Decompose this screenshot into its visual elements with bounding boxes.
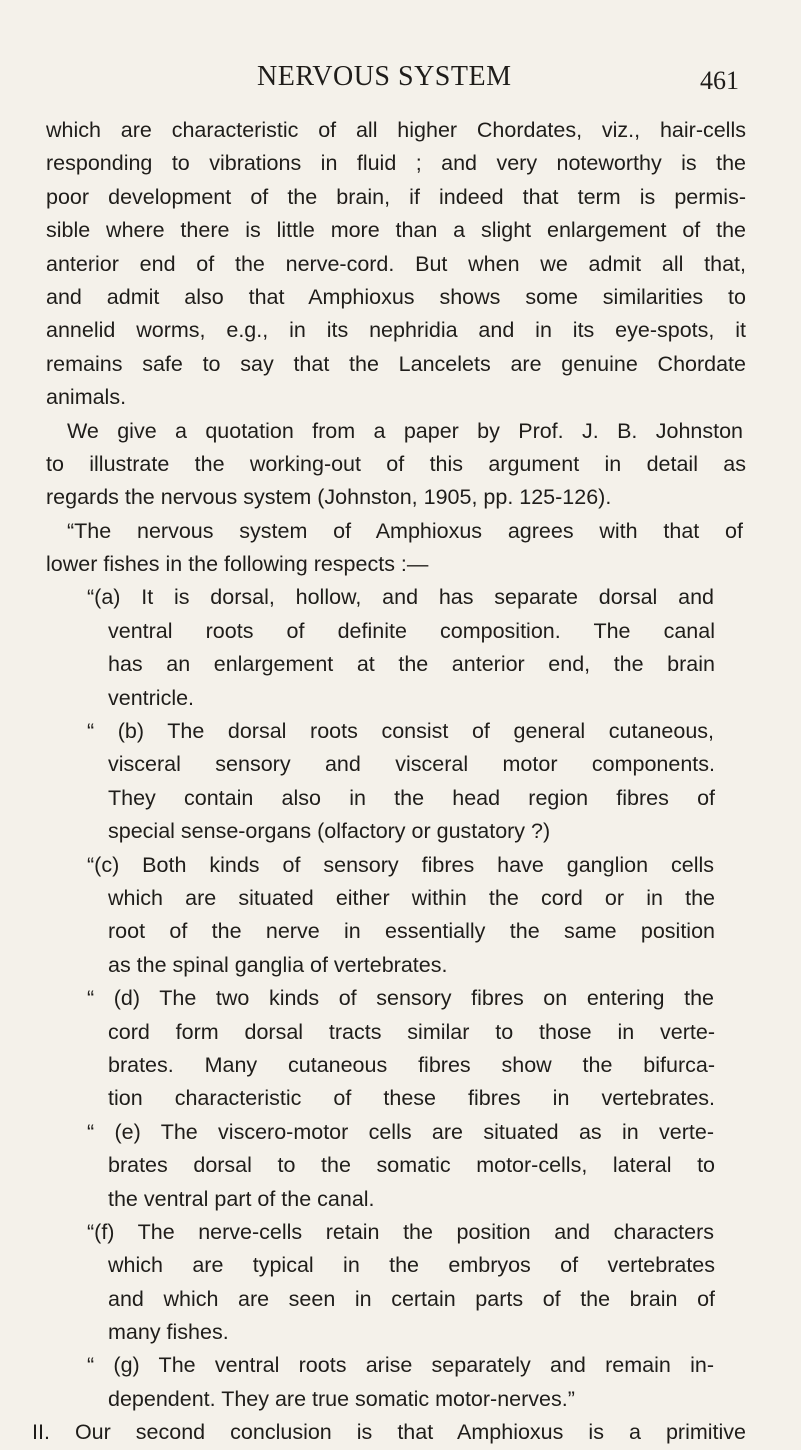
text-line: “ (b) The dorsal roots consist of general cutaneous, (87, 719, 714, 744)
text-line: poor development of the brain, if indeed that term is permis- (46, 184, 746, 209)
text-line: has an enlargement at the anterior end, the brain (108, 652, 715, 677)
text-line: anterior end of the nerve-cord. But when we admit all that, (46, 251, 746, 276)
text-line: special sense-organs (olfactory or gustatory ?) (108, 819, 551, 844)
text-line: annelid worms, e.g., in its nephridia and in its eye-spots, it (46, 318, 746, 343)
text-line: lower fishes in the following respects :— (46, 552, 429, 577)
body-text (0, 114, 801, 1450)
text-line: root of the nerve in essentially the same position (108, 919, 715, 944)
text-line: sible where there is little more than a slight enlargement of the (46, 218, 746, 243)
running-head (0, 60, 801, 100)
text-line: and which are seen in certain parts of the brain of (108, 1286, 715, 1311)
text-line: the ventral part of the canal. (108, 1186, 375, 1211)
text-line: regards the nervous system (Johnston, 1905, pp. 125-126). (46, 485, 612, 510)
text-line: tion characteristic of these fibres in vertebrates. (108, 1086, 715, 1111)
text-line: cord form dorsal tracts similar to those in verte- (108, 1019, 715, 1044)
text-line: responding to vibrations in fluid ; and very noteworthy is the (46, 151, 746, 176)
text-line: ventricle. (108, 685, 195, 710)
text-line: dependent. They are true somatic motor-nerves.” (108, 1386, 575, 1411)
text-line: and admit also that Amphioxus shows some similarities to (46, 284, 746, 309)
text-line: brates. Many cutaneous fibres show the bifurca- (108, 1052, 715, 1077)
text-line: “ (d) The two kinds of sensory fibres on entering the (87, 986, 714, 1011)
text-line: “ (g) The ventral roots arise separately and remain in- (87, 1353, 714, 1378)
text-line: “(c) Both kinds of sensory fibres have ganglion cells (87, 852, 714, 877)
text-line: “ (e) The viscero-motor cells are situated as in verte- (87, 1119, 714, 1144)
text-line: We give a quotation from a paper by Prof. J. B. Johnston (67, 418, 743, 443)
text-line: They contain also in the head region fibres of (108, 785, 715, 810)
text-line: “The nervous system of Amphioxus agrees with that of (67, 518, 743, 543)
text-line: II. Our second conclusion is that Amphioxus is a primitive (32, 1420, 746, 1445)
text-line: ventral roots of definite composition. The canal (108, 618, 715, 643)
text-line: remains safe to say that the Lancelets are genuine Chordate (46, 351, 746, 376)
text-line: which are characteristic of all higher Chordates, viz., hair-cells (46, 118, 746, 142)
text-line: “(a) It is dorsal, hollow, and has separate dorsal and (87, 585, 714, 610)
text-line: animals. (46, 385, 127, 410)
page-title: NERVOUS SYSTEM (257, 61, 512, 92)
text-line: many fishes. (108, 1320, 229, 1345)
text-line: brates dorsal to the somatic motor-cells, lateral to (108, 1153, 715, 1178)
text-line: which are situated either within the cord or in the (108, 885, 715, 910)
page-number: 461 (700, 66, 739, 95)
text-line: which are typical in the embryos of vertebrates (108, 1253, 715, 1278)
text-line: to illustrate the working-out of this argument in detail as (46, 451, 746, 476)
text-line: “(f) The nerve-cells retain the position and characters (87, 1219, 714, 1244)
text-line: visceral sensory and visceral motor components. (108, 752, 715, 777)
text-line: as the spinal ganglia of vertebrates. (108, 952, 448, 977)
